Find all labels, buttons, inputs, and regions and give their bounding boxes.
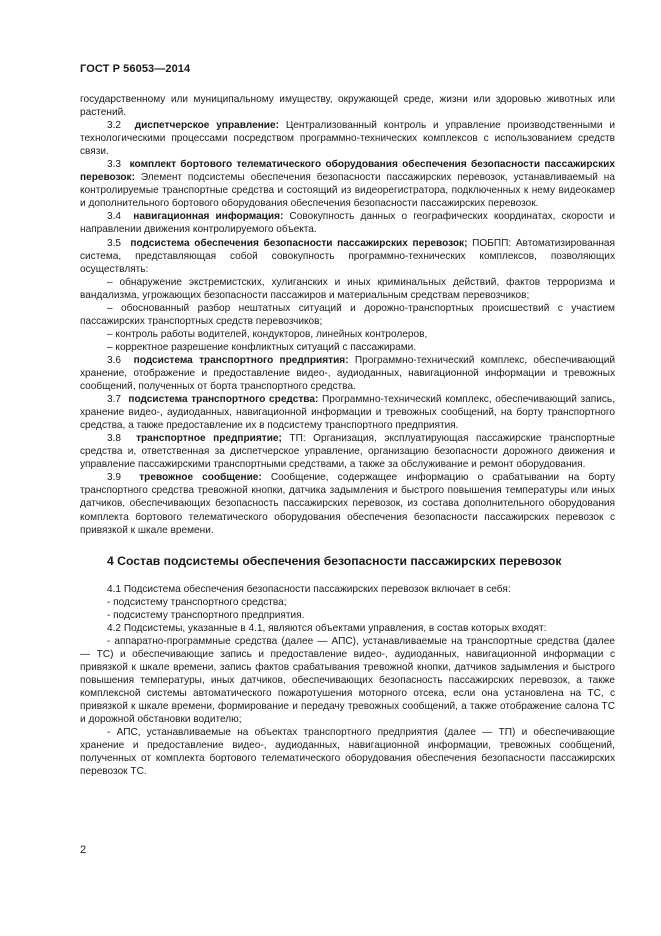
list-item: – обоснованный разбор нештатных ситуаций и дорожно-транспортных происшествий с участием пассажирских транспортных средств перевозчиков; <box>80 302 615 327</box>
term: тревожное сообщение: <box>139 472 262 484</box>
list-item: – обнаружение экстремистских, хулиганских и иных криминальных действий, фактов терроризма и вандализма, угрожающих безопасности пассажиров и материальным средствам перевозчиков; <box>80 276 615 301</box>
definition-3-4: 3.4 навигационная информация: Совокупность данных о географических координатах, скорости и направлении движения контролируемого объекта. <box>80 211 615 236</box>
definition-3-5: 3.5 подсистема обеспечения безопасности пассажирских перевозок; ПОБПП: Автоматизированная система, представляющая собой совокупность программно-технических комплексов, позволяющих осуществлять: <box>80 237 615 275</box>
term: комплект бортового телематического оборудования обеспечения безопасности пассажирских перевозок: <box>80 159 616 184</box>
page-number: 2 <box>80 844 87 856</box>
term: подсистема транспортного средства: <box>128 394 319 406</box>
list-item: - аппаратно-программные средства (далее — АПС), устанавливаемые на транспортные средства (далее — ТС) и обеспечивающие запись и предоставление видео-, аудиоданных, навигационной информации с привязкой к шкале времени, запись фактов срабатывания тревожной кнопки, датчиков задымления и быстрого повышения температуры, иных датчиков, обеспечивающих безопасность пассажирских перевозок, а также комплексной системы автоматического пожаротушения моторного отсека, если она установлена на ТС, с привязкой к шкале времени, формирование и передачу тревожных сообщений, а также отображение салона ТС и дорожной обстановки водителю; <box>80 635 615 726</box>
list-item: - подсистему транспортного средства; <box>107 596 287 608</box>
definition-3-2: 3.2 диспетчерское управление: Централизованный контроль и управление производственными и технологическими процессами посредством программно-технических комплексов с использованием средств связи. <box>80 120 616 158</box>
term: навигационная информация: <box>133 211 284 223</box>
clause-4-1: 4.1 Подсистема обеспечения безопасности пассажирских перевозок включает в себя: <box>107 583 511 595</box>
clause-4-2: 4.2 Подсистемы, указанные в 4.1, являются объектами управления, в состав которых входят: <box>107 622 547 634</box>
list-item: – корректное разрешение конфликтных ситуаций с пассажирами. <box>107 341 417 353</box>
continuation-paragraph: государственному или муниципальному имуществу, окружающей среде, жизни или здоровью животных или растений. <box>80 94 615 119</box>
list-item: – контроль работы водителей, кондукторов, линейных контролеров, <box>107 328 428 340</box>
term: диспетчерское управление: <box>134 120 279 132</box>
definition-3-9: 3.9 тревожное сообщение: Сообщение, содержащее информацию о срабатывании на борту транспортного средства тревожной кнопки, датчика задымления и быстрого повышения температуры или иных датчиков, обеспечивающих безопасность пассажирских перевозок, из состава дополнительного оборудования комплекта бортового телематического оборудования обеспечения безопасности пассажирских перевозок с привязкой к шкале времени. <box>80 472 615 536</box>
list-item: - подсистему транспортного предприятия. <box>107 609 305 621</box>
document-header: ГОСТ Р 56053—2014 <box>80 63 191 75</box>
definition-3-3: 3.3 комплект бортового телематического оборудования обеспечения безопасности пассажирских перевозок: Элемент подсистемы обеспечения безопасности пассажирских перевозок, устанавливаемый на контролируемые транспортные средства и состоящий из видеорегистратора, подключенных к нему видеокамер и дополнительного бортового оборудования обеспечения безопасности пассажирских перевозок. <box>80 159 616 210</box>
term: подсистема транспортного предприятия: <box>133 354 349 366</box>
definition-3-7: 3.7 подсистема транспортного средства: Программно-технический комплекс, обеспечивающий запись, хранение видео-, аудиоданных, навигационной информации и тревожных сообщений, на борту транспортного средства, а также предоставление их в подсистему транспортного предприятия. <box>80 394 615 432</box>
definition-3-8: 3.8 транспортное предприятие; ТП: Организация, эксплуатирующая пассажирские транспортные средства и, ответственная за диспетчерское управление, организацию безопасности дорожного движения и управление пассажирскими транспортными средствами, а также за обслуживание и ремонт оборудования. <box>80 433 616 471</box>
section-4-title: 4 Состав подсистемы обеспечения безопасности пассажирских перевозок <box>107 553 562 568</box>
definition-3-6: 3.6 подсистема транспортного предприятия: Программно-технический комплекс, обеспечивающий хранение, отображение и предоставление видео-, аудиоданных, навигационной информации и тревожных сообщений, полученных от борта транспортного средства. <box>80 354 616 393</box>
list-item: - АПС, устанавливаемые на объектах транспортного предприятия (далее — ТП) и обеспечивающие хранение и предоставление видео-, аудиоданных, навигационной информации, тревожных сообщений, полученных от комплекта бортового телематического оборудования обеспечения безопасности пассажирских перевозок ТС. <box>80 727 615 778</box>
term: подсистема обеспечения безопасности пассажирских перевозок; <box>130 237 468 249</box>
page-content <box>80 93 615 778</box>
term: транспортное предприятие; <box>136 433 282 445</box>
